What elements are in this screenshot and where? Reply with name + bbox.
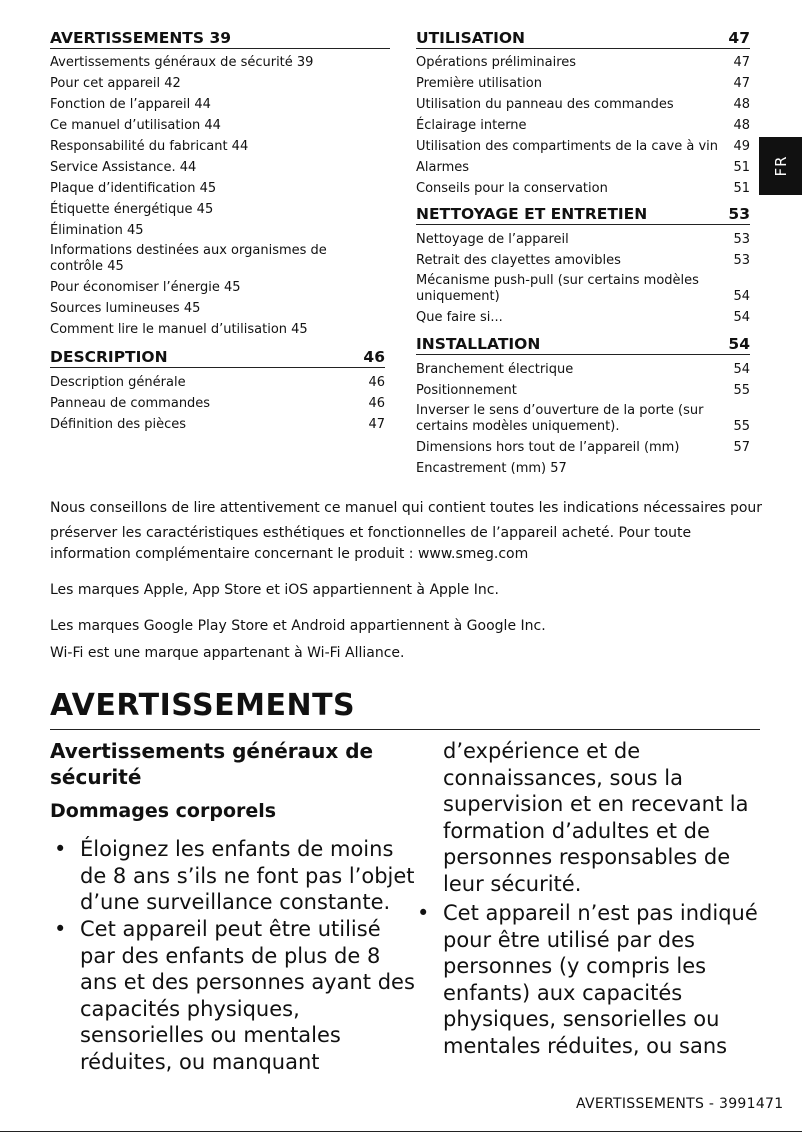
toc-entry-label: Opérations préliminaires [416,55,577,70]
toc-entry[interactable]: Responsabilité du fabricant 44 [50,139,249,154]
bullet-line: Cet appareil peut être utilisé [80,917,381,941]
toc-entry[interactable] [50,414,385,435]
toc-entry-page: 53 [733,232,750,247]
bullet-line: personnes (y compris les [443,954,707,978]
toc-entry-label: Alarmes [416,160,470,175]
toc-heading-description[interactable] [50,347,385,368]
toc-section-utilisation [416,52,750,199]
toc-entry[interactable] [416,229,750,250]
toc-entry-page: 55 [733,419,750,434]
toc-entry[interactable] [416,73,750,94]
bullet-line: Cet appareil n’est pas indiqué [443,901,758,925]
toc-heading-page: 53 [728,205,750,223]
toc-heading-page: 54 [728,335,750,353]
toc-entry[interactable]: Étiquette énergétique 45 [50,202,214,217]
toc-entry-page: 48 [733,118,750,133]
toc-entry[interactable] [416,157,750,178]
page-footer: AVERTISSEMENTS - 3991471 [576,1096,784,1112]
section-heading: Avertissements généraux de sécurité [50,739,374,789]
toc-heading-label: DESCRIPTION [50,348,168,366]
toc-section-avertissements [50,52,390,340]
toc-heading-label: INSTALLATION [416,335,541,353]
toc-entry[interactable] [50,372,385,393]
toc-entry-label: Que faire si... [416,310,503,325]
bullet-line: enfants) aux capacités [443,980,683,1005]
intro-line: information complémentaire concernant le produit : www.smeg.com [50,546,529,562]
language-tab-label: FR [771,155,790,177]
bullet-icon: • [54,917,67,941]
toc-entry[interactable] [416,136,750,157]
toc-entry-label: Inverser le sens d’ouverture de la porte (sur certains modèles uniquement). [416,403,704,434]
bullet-line: leur sécurité. [443,871,582,896]
toc-entry-label: Utilisation du panneau des commandes [416,97,674,112]
toc-entry-label: Description générale [50,375,186,390]
toc-entry-label: Dimensions hors tout de l’appareil (mm) [416,440,680,455]
toc-entry[interactable]: Avertissements généraux de sécurité 39 [50,55,314,70]
toc-entry-label: Branchement électrique [416,362,574,377]
toc-entry[interactable] [416,115,750,136]
toc-heading-label: UTILISATION [416,29,526,47]
toc-entry[interactable]: Pour cet appareil 42 [50,76,181,91]
bullet-line: Éloignez les enfants de moins [80,837,394,861]
toc-entry-label: Panneau de commandes [50,396,211,411]
bullet-line: physiques, sensorielles ou [443,1007,720,1031]
toc-entry-label: Mécanisme push-pull (sur certains modèles uniquement) [416,273,699,304]
toc-entry[interactable]: Fonction de l’appareil 44 [50,97,211,112]
toc-entry-label: Encastrement (mm) 57 [416,461,567,476]
bullet-line: personnes responsables de [443,845,731,869]
toc-entry[interactable]: Sources lumineuses 45 [50,301,201,316]
bullet-line: d’expérience et de [443,739,641,763]
toc-heading-page: 47 [728,29,750,47]
intro-line: Nous conseillons de lire attentivement ce manuel qui contient toutes les indications nécessaires pour [50,500,763,516]
trademark-apple: Les marques Apple, App Store et iOS appartiennent à Apple Inc. [50,582,499,598]
toc-entry-label: Définition des pièces [50,417,187,432]
toc-entry-label: Utilisation des compartiments de la cave à vin [416,139,718,154]
toc-entry[interactable] [416,271,750,307]
toc-entry[interactable]: Pour économiser l’énergie 45 [50,280,241,295]
toc-entry[interactable] [416,359,750,380]
toc-entry[interactable] [416,401,750,437]
bullet-icon: • [54,837,67,861]
toc-entry[interactable]: Informations destinées aux organismes de contrôle 45 [50,243,327,274]
bullet-line: réduites, ou manquant [80,1049,320,1074]
toc-entry-label: Éclairage interne [416,118,527,133]
toc-entry-page: 57 [733,440,750,455]
toc-entry[interactable] [416,94,750,115]
toc-heading-avertissements[interactable] [50,28,390,49]
bullet-line: pour être utilisé par des [443,927,695,952]
toc-entry[interactable] [416,250,750,271]
section-subheading: Dommages corporels [50,800,277,822]
toc-entry[interactable]: Élimination 45 [50,223,144,238]
toc-heading-page: 46 [363,348,385,366]
section-title: AVERTISSEMENTS [50,688,356,723]
toc-entry-label: Retrait des clayettes amovibles [416,253,621,268]
toc-entry-page: 49 [733,139,750,154]
bullet-icon: • [417,901,430,925]
toc-entry[interactable] [416,52,750,73]
toc-entry-page: 53 [733,253,750,268]
toc-entry-page: 51 [733,181,750,196]
toc-entry[interactable] [416,458,750,479]
toc-entry-page: 54 [733,310,750,325]
bullet-line: mentales réduites, ou sans [443,1033,728,1058]
toc-heading-installation[interactable] [416,334,750,355]
toc-entry-page: 54 [733,362,750,377]
toc-entry-page: 51 [733,160,750,175]
toc-entry-page: 47 [733,55,750,70]
intro-paragraph [50,498,763,565]
toc-entry-label: Nettoyage de l’appareil [416,232,569,247]
bullet-line: par des enfants de plus de 8 [80,943,381,968]
toc-entry-label: Première utilisation [416,76,542,91]
toc-heading-utilisation[interactable] [416,28,750,49]
bullet-line: d’une surveillance constante. [80,890,391,914]
toc-entry-page: 55 [733,383,750,398]
bullet-line: capacités physiques, [80,996,300,1021]
footer-divider [0,1131,802,1132]
toc-entry[interactable] [416,380,750,401]
toc-heading-label: NETTOYAGE ET ENTRETIEN [416,205,648,223]
bullet-line: supervision et en recevant la [443,792,749,816]
toc-heading-label: AVERTISSEMENTS 39 [50,29,232,47]
toc-entry-label: Conseils pour la conservation [416,181,608,196]
toc-entry-label: Positionnement [416,383,517,398]
bullet-line: ans et des personnes ayant des [80,970,415,994]
toc-entry[interactable] [416,307,750,328]
toc-entry-page: 47 [368,417,385,432]
trademark-wifi: Wi-Fi est une marque appartenant à Wi-Fi Alliance. [50,645,405,661]
toc-entry-page: 48 [733,97,750,112]
toc-heading-nettoyage[interactable] [416,204,750,225]
toc-entry-page: 54 [733,289,750,304]
toc-entry[interactable]: Plaque d’identification 45 [50,181,217,196]
toc-entry[interactable] [50,393,385,414]
section-divider [50,729,760,730]
toc-section-description [50,372,385,435]
toc-entry[interactable]: Comment lire le manuel d’utilisation 45 [50,322,308,337]
bullet-line: sensorielles ou mentales [80,1023,341,1047]
intro-line: préserver les caractéristiques esthétiques et fonctionnelles de l’appareil acheté. Pour toute [50,525,692,541]
toc-section-installation [416,359,750,479]
toc-entry-page: 46 [368,375,385,390]
bullet-line: connaissances, sous la [443,765,683,790]
bullet-line: formation d’adultes et de [443,818,710,843]
toc-entry[interactable]: Ce manuel d’utilisation 44 [50,118,221,133]
trademark-google: Les marques Google Play Store et Android appartiennent à Google Inc. [50,618,546,634]
bullet-line: de 8 ans s’ils ne font pas l’objet [80,863,415,888]
toc-entry[interactable]: Service Assistance. 44 [50,160,197,175]
language-tab [759,137,802,195]
toc-entry-page: 47 [733,76,750,91]
toc-section-nettoyage [416,229,750,328]
toc-entry-page: 46 [368,396,385,411]
toc-entry[interactable] [416,437,750,458]
toc-entry[interactable] [416,178,750,199]
